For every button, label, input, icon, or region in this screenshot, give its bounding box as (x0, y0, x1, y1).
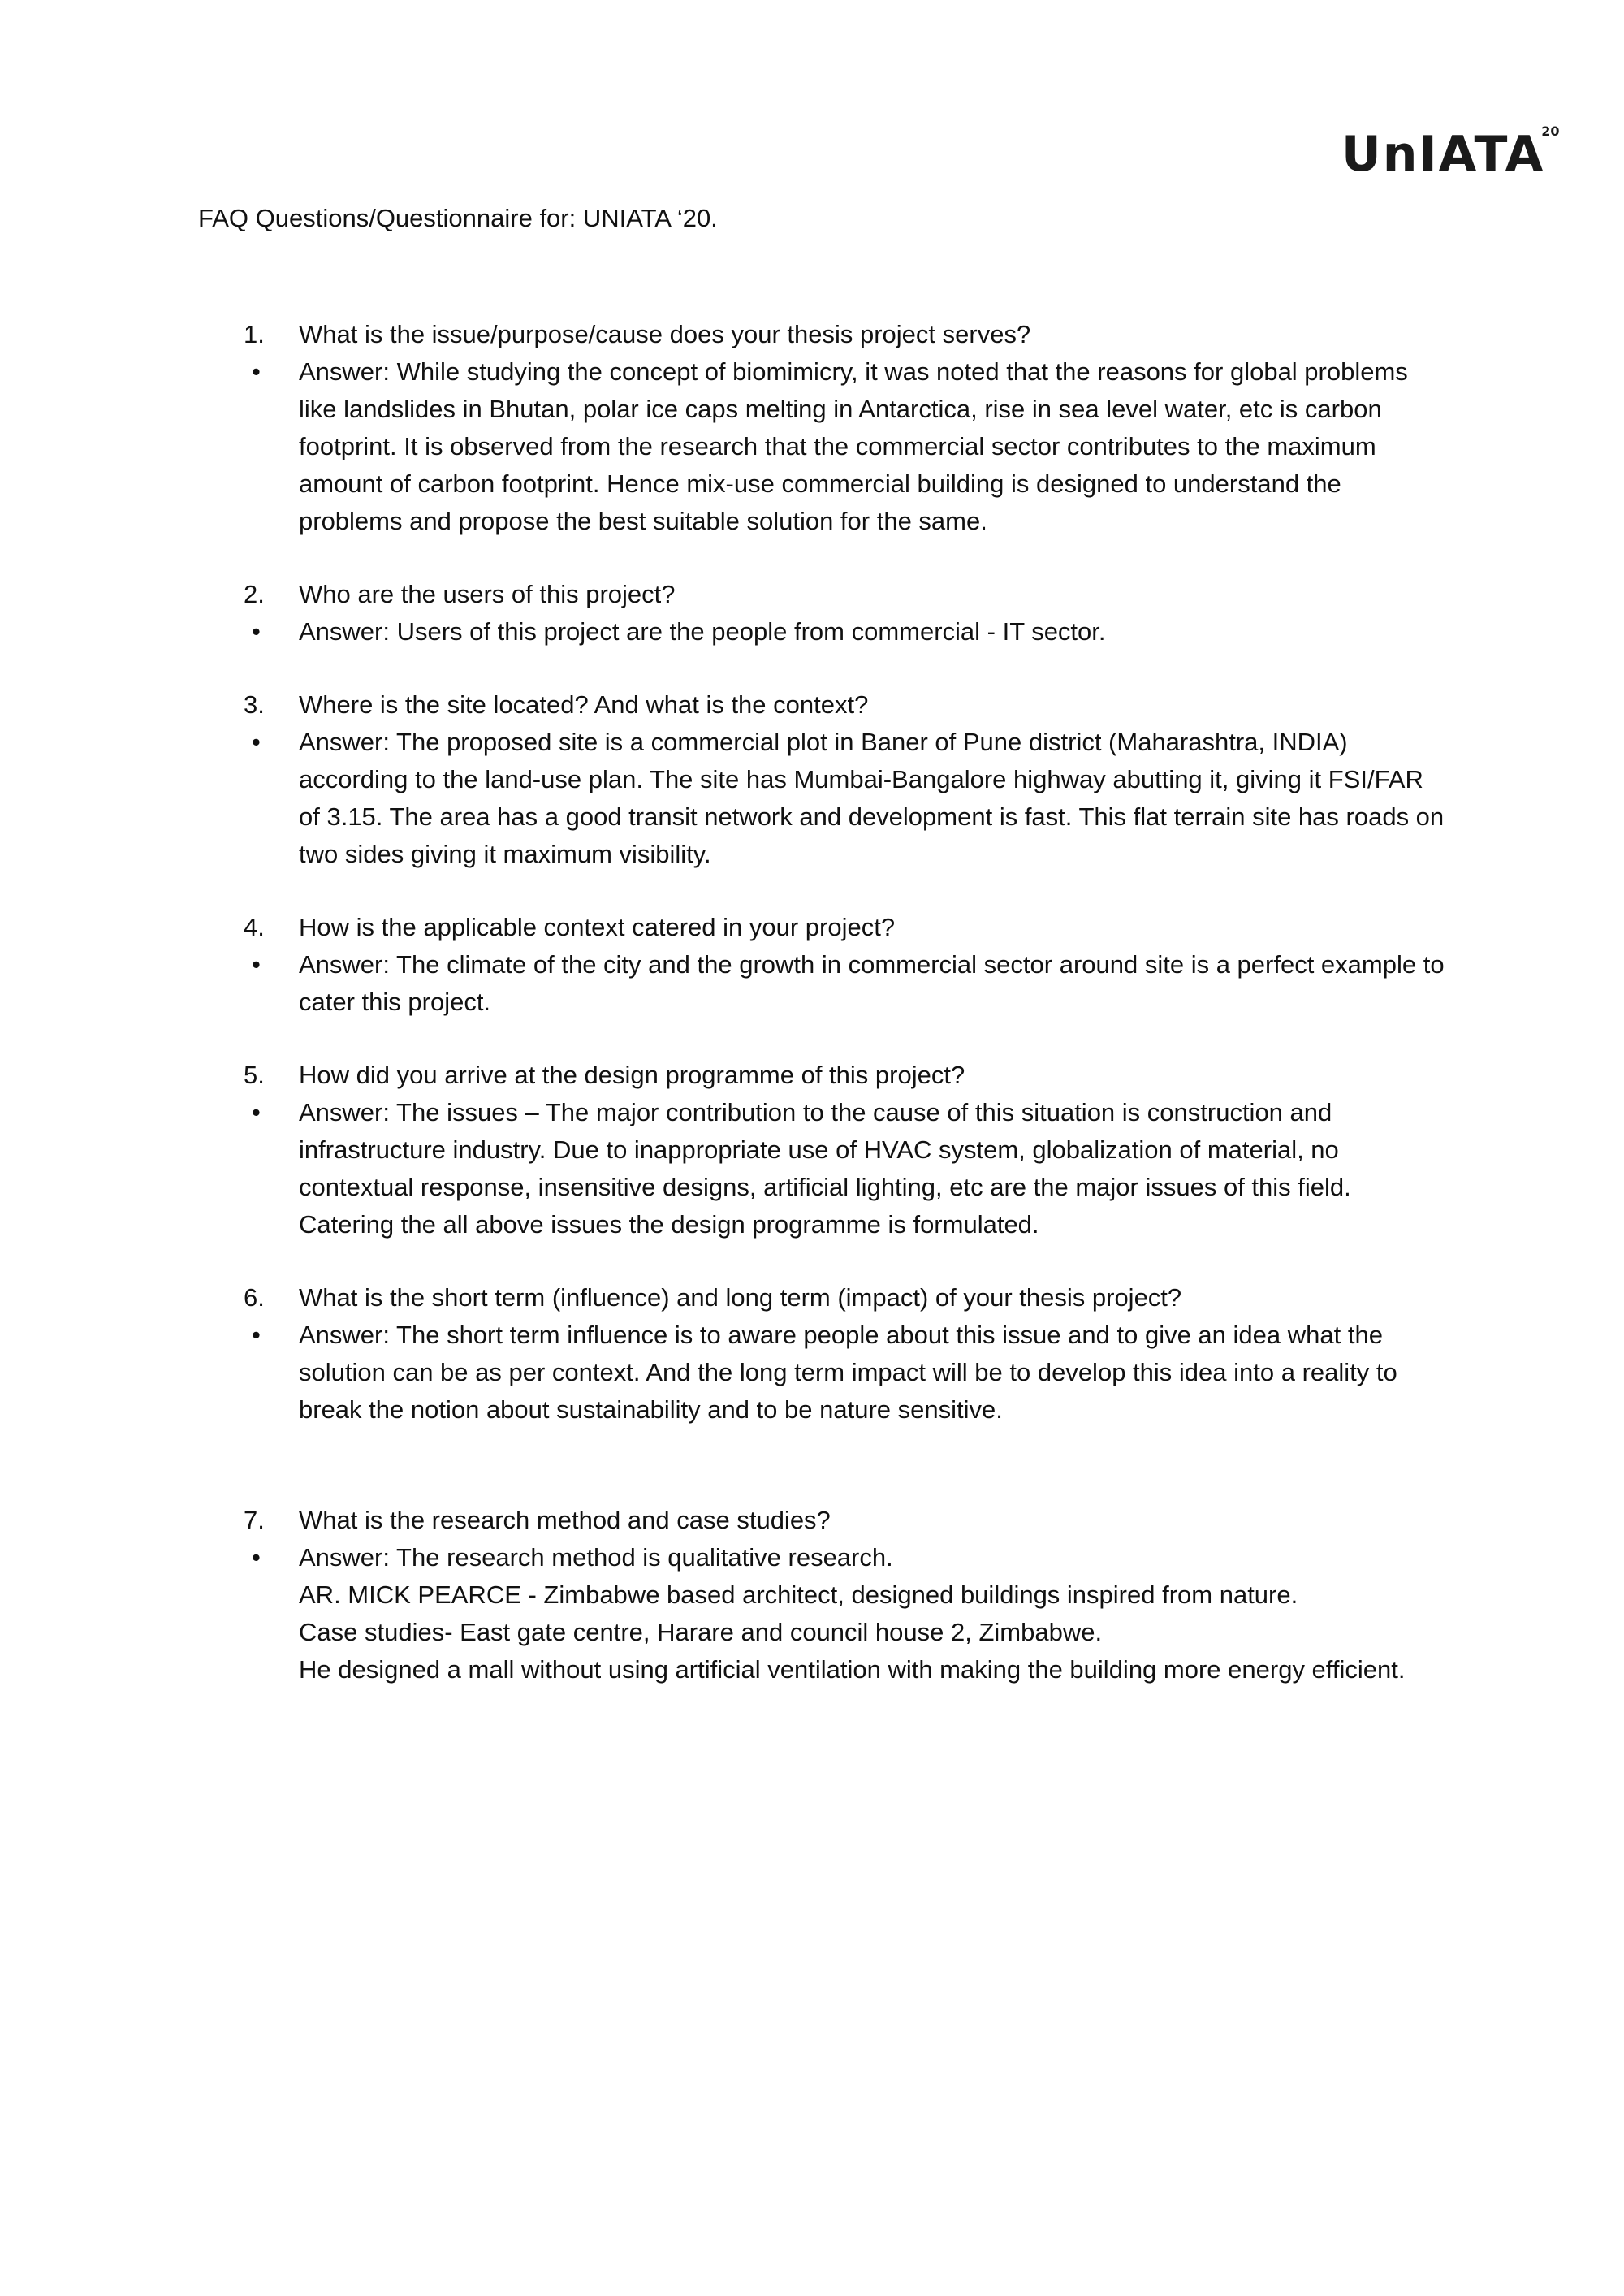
logo-text: UnIATA (1341, 126, 1545, 183)
answer-row (244, 1094, 1445, 1243)
question-number: 7. (244, 1506, 265, 1534)
answer-text: Answer: The climate of the city and the growth in commercial sector around site is a perfect example to cater this project. (299, 950, 1445, 1016)
answer-row (244, 724, 1445, 873)
faq-item (244, 909, 1445, 1021)
question-number: 2. (244, 580, 265, 608)
question-row (244, 1057, 1445, 1094)
question-row (244, 576, 1445, 613)
question-text: Who are the users of this project? (299, 580, 676, 608)
question-number: 3. (244, 690, 265, 719)
bullet-icon: • (252, 617, 261, 646)
question-text: What is the short term (influence) and long term (impact) of your thesis project? (299, 1283, 1182, 1312)
bullet-icon: • (252, 1321, 261, 1349)
answer-row (244, 1317, 1445, 1429)
question-text: What is the issue/purpose/cause does your thesis project serves? (299, 320, 1031, 348)
answer-block (299, 1539, 1445, 1688)
faq-item (244, 1279, 1445, 1429)
logo-superscript: 20 (1541, 123, 1560, 139)
answer-row (244, 613, 1445, 651)
answer-text: Answer: The proposed site is a commercial plot in Baner of Pune district (Maharashtra, INDIA) according to the land-use plan. The site has Mumbai-Bangalore highway abutting it, giving it FSI/FAR of 3.15. The area has a good transit network and development is fast. This flat terrain site has roads on two sides giving it maximum visibility. (299, 728, 1445, 868)
answer-text: Answer: The research method is qualitative research. (299, 1543, 893, 1572)
question-number: 1. (244, 320, 265, 348)
bullet-icon: • (252, 950, 261, 979)
question-row (244, 686, 1445, 724)
faq-item (244, 576, 1445, 651)
answer-line: He designed a mall without using artificial ventilation with making the building more energy efficient. (299, 1655, 1406, 1684)
answer-text: Answer: The issues – The major contribution to the cause of this situation is construction and infrastructure industry. Due to inappropriate use of HVAC system, globalization of material, no contextual response, insensitive designs, artificial lighting, etc are the major issues of this field. Catering the all above issues the design programme is formulated. (299, 1098, 1351, 1239)
question-row (244, 1279, 1445, 1317)
bullet-icon: • (252, 357, 261, 386)
faq-item (244, 1502, 1445, 1688)
document-title: FAQ Questions/Questionnaire for: UNIATA ‘20. (198, 204, 718, 232)
answer-text: Answer: The short term influence is to aware people about this issue and to give an idea what the solution can be as per context. And the long term impact will be to develop this idea into a reality to break the notion about sustainability and to be nature sensitive. (299, 1321, 1397, 1424)
answer-line: AR. MICK PEARCE - Zimbabwe based architect, designed buildings inspired from nature. (299, 1580, 1298, 1609)
answer-row (244, 353, 1445, 540)
answer-text: Answer: While studying the concept of biomimicry, it was noted that the reasons for global problems like landslides in Bhutan, polar ice caps melting in Antarctica, rise in sea level water, etc is carbon footprint. It is observed from the research that the commercial sector contributes to the maximum amount of carbon footprint. Hence mix-use commercial building is designed to understand the problems and propose the best suitable solution for the same. (299, 357, 1408, 535)
question-row (244, 1502, 1445, 1539)
question-text: How did you arrive at the design programme of this project? (299, 1061, 965, 1089)
faq-item (244, 686, 1445, 873)
faq-item (244, 316, 1445, 540)
answer-row (244, 946, 1445, 1021)
answer-text: Answer: Users of this project are the people from commercial - IT sector. (299, 617, 1106, 646)
faq-item (244, 1057, 1445, 1243)
question-number: 4. (244, 913, 265, 941)
question-text: What is the research method and case studies? (299, 1506, 831, 1534)
bullet-icon: • (252, 1543, 261, 1572)
answer-line: Case studies- East gate centre, Harare and council house 2, Zimbabwe. (299, 1618, 1103, 1646)
question-text: How is the applicable context catered in your project? (299, 913, 896, 941)
bullet-icon: • (252, 1098, 261, 1126)
question-number: 5. (244, 1061, 265, 1089)
answer-row (244, 1539, 1445, 1688)
question-text: Where is the site located? And what is the context? (299, 690, 869, 719)
question-row (244, 909, 1445, 946)
faq-list (244, 316, 1445, 1724)
question-row (244, 316, 1445, 353)
question-number: 6. (244, 1283, 265, 1312)
uniata-logo (1341, 123, 1560, 183)
bullet-icon: • (252, 728, 261, 756)
